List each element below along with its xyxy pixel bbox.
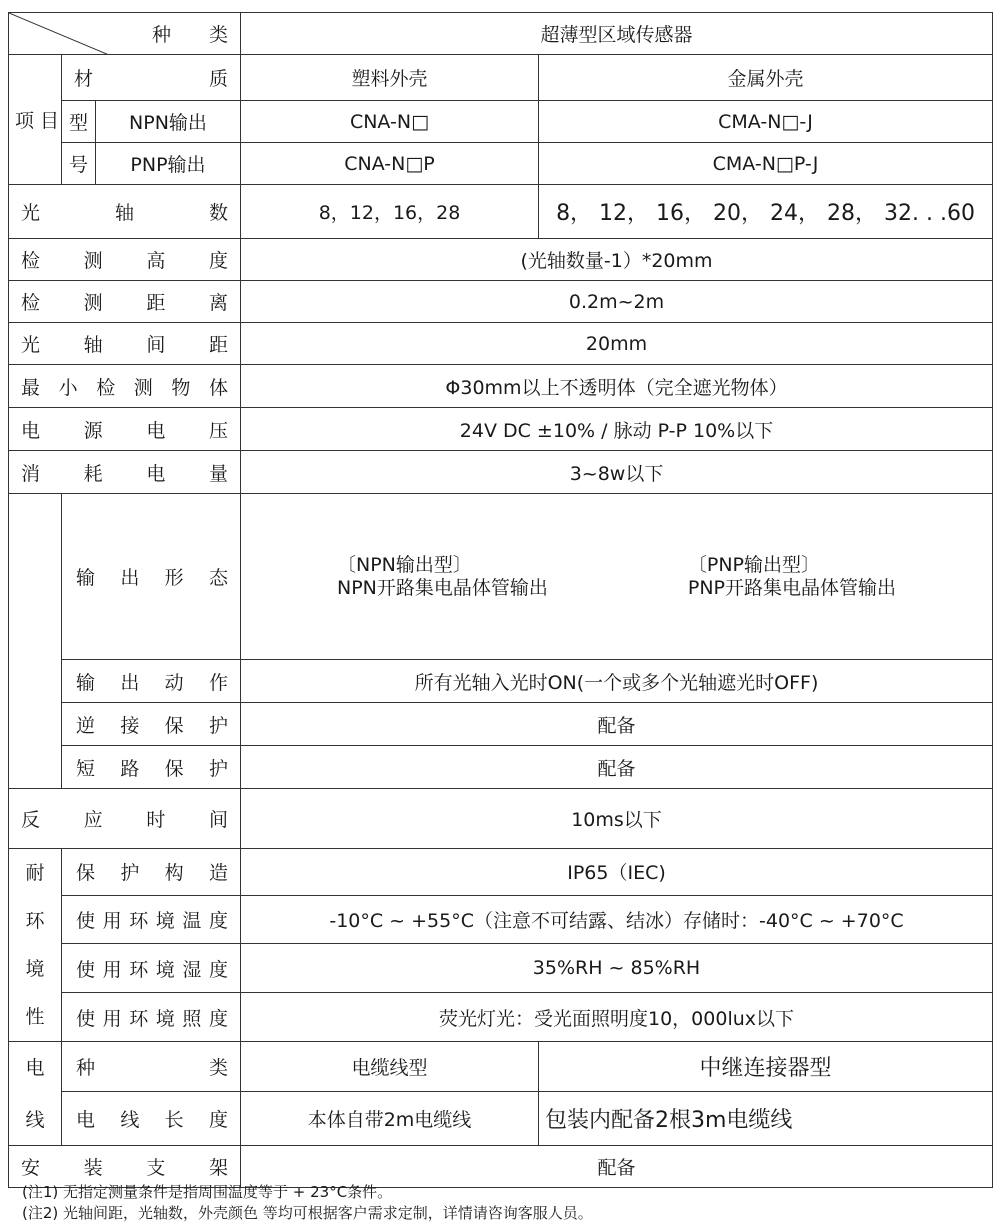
output-npn <box>337 554 548 600</box>
protect: IP65（IEC) <box>241 849 993 896</box>
env-label-3: 境 <box>25 958 45 980</box>
min-object: Φ30mm以上不透明体（完全遮光物体） <box>241 365 993 408</box>
axis-count-metal: 8， 12， 16， 20， 24， 28， 32. . .60 <box>539 185 993 239</box>
output-group-cell <box>9 494 62 789</box>
material-label: 材 质 <box>62 55 241 101</box>
wire-type-metal: 中继连接器型 <box>539 1042 993 1092</box>
illum-label: 使用环境照度 <box>62 993 241 1042</box>
npn-label: NPN输出 <box>96 101 241 143</box>
temp: -10°C ~ +55°C（注意不可结露、结冰）存储时：-40°C ~ +70°C <box>241 895 993 944</box>
output-action: 所有光轴入光时ON(一个或多个光轴遮光时OFF) <box>241 660 993 703</box>
axis-spacing-label: 光轴间距 <box>9 323 241 365</box>
output-form-cell <box>241 494 993 660</box>
power-label: 电源电压 <box>9 408 241 451</box>
short-label: 短路保护 <box>62 746 241 789</box>
pnp-plastic: CNA-N□P <box>241 143 539 185</box>
wire-label <box>9 1042 62 1146</box>
material-plastic: 塑料外壳 <box>241 55 539 101</box>
material-metal: 金属外壳 <box>539 55 993 101</box>
axis-spacing: 20mm <box>241 323 993 365</box>
wire-len-plastic: 本体自带2m电缆线 <box>241 1092 539 1146</box>
output-npn-desc: NPN开路集电晶体管输出 <box>336 576 548 599</box>
reverse: 配备 <box>241 703 993 746</box>
env-label-2: 环 <box>25 910 45 932</box>
output-form-label: 输出形态 <box>62 494 241 660</box>
consumption: 3~8w以下 <box>241 451 993 494</box>
note-1: (注1) 无指定测量条件是指周围温度等于 + 23°C条件。 <box>22 1183 393 1201</box>
consumption-label: 消耗电量 <box>9 451 241 494</box>
notes <box>22 1182 593 1224</box>
env-label <box>9 849 62 1042</box>
output-pnp <box>688 554 896 600</box>
pnp-label: PNP输出 <box>96 143 241 185</box>
output-form-values <box>247 554 986 600</box>
output-pnp-title: 〔PNP输出型〕 <box>687 553 820 576</box>
item-label: 项 目 <box>9 55 62 185</box>
wire-len-metal: 包装内配备2根3m电缆线 <box>539 1092 993 1146</box>
diagonal-line <box>9 13 109 55</box>
env-label-1: 耐 <box>25 862 45 884</box>
detect-height: (光轴数量-1）*20mm <box>241 239 993 281</box>
temp-label: 使用环境温度 <box>62 895 241 944</box>
bracket: 配备 <box>241 1146 993 1188</box>
type-label-cell <box>9 13 241 55</box>
wire-label-2: 线 <box>25 1108 45 1131</box>
type-label: 种 类 <box>151 24 228 46</box>
humidity-label: 使用环境湿度 <box>62 944 241 993</box>
wire-type-plastic: 电缆线型 <box>241 1042 539 1092</box>
detect-distance: 0.2m~2m <box>241 281 993 323</box>
type-value: 超薄型区域传感器 <box>241 13 993 55</box>
model-label-2: 号 <box>62 143 96 185</box>
protect-label: 保护构造 <box>62 849 241 896</box>
short: 配备 <box>241 746 993 789</box>
axis-count-plastic: 8，12，16，28 <box>241 185 539 239</box>
wire-type-label: 种 类 <box>62 1042 241 1092</box>
illum: 荧光灯光：受光面照明度10，000lux以下 <box>241 993 993 1042</box>
bracket-label: 安装支架 <box>9 1146 241 1188</box>
detect-distance-label: 检测距离 <box>9 281 241 323</box>
output-action-label: 输出动作 <box>62 660 241 703</box>
output-npn-title: 〔NPN输出型〕 <box>336 553 472 576</box>
response: 10ms以下 <box>241 789 993 849</box>
detect-height-label: 检测高度 <box>9 239 241 281</box>
wire-len-label: 电线长度 <box>62 1092 241 1146</box>
npn-metal: CMA-N□-J <box>539 101 993 143</box>
min-object-label: 最小检测物体 <box>9 365 241 408</box>
response-label: 反应时间 <box>9 789 241 849</box>
axis-count-label: 光轴数 <box>9 185 241 239</box>
output-pnp-desc: PNP开路集电晶体管输出 <box>687 576 896 599</box>
reverse-label: 逆接保护 <box>62 703 241 746</box>
note-2: (注2) 光轴间距，光轴数，外壳颜色 等均可根据客户需求定制，详情请咨询客服人员。 <box>22 1204 593 1222</box>
wire-label-1: 电 <box>25 1056 45 1079</box>
spec-table <box>8 12 993 1188</box>
model-label-1: 型 <box>62 101 96 143</box>
power: 24V DC ±10% / 脉动 P-P 10%以下 <box>241 408 993 451</box>
pnp-metal: CMA-N□P-J <box>539 143 993 185</box>
env-label-4: 性 <box>25 1006 45 1028</box>
npn-plastic: CNA-N□ <box>241 101 539 143</box>
humidity: 35%RH ~ 85%RH <box>241 944 993 993</box>
